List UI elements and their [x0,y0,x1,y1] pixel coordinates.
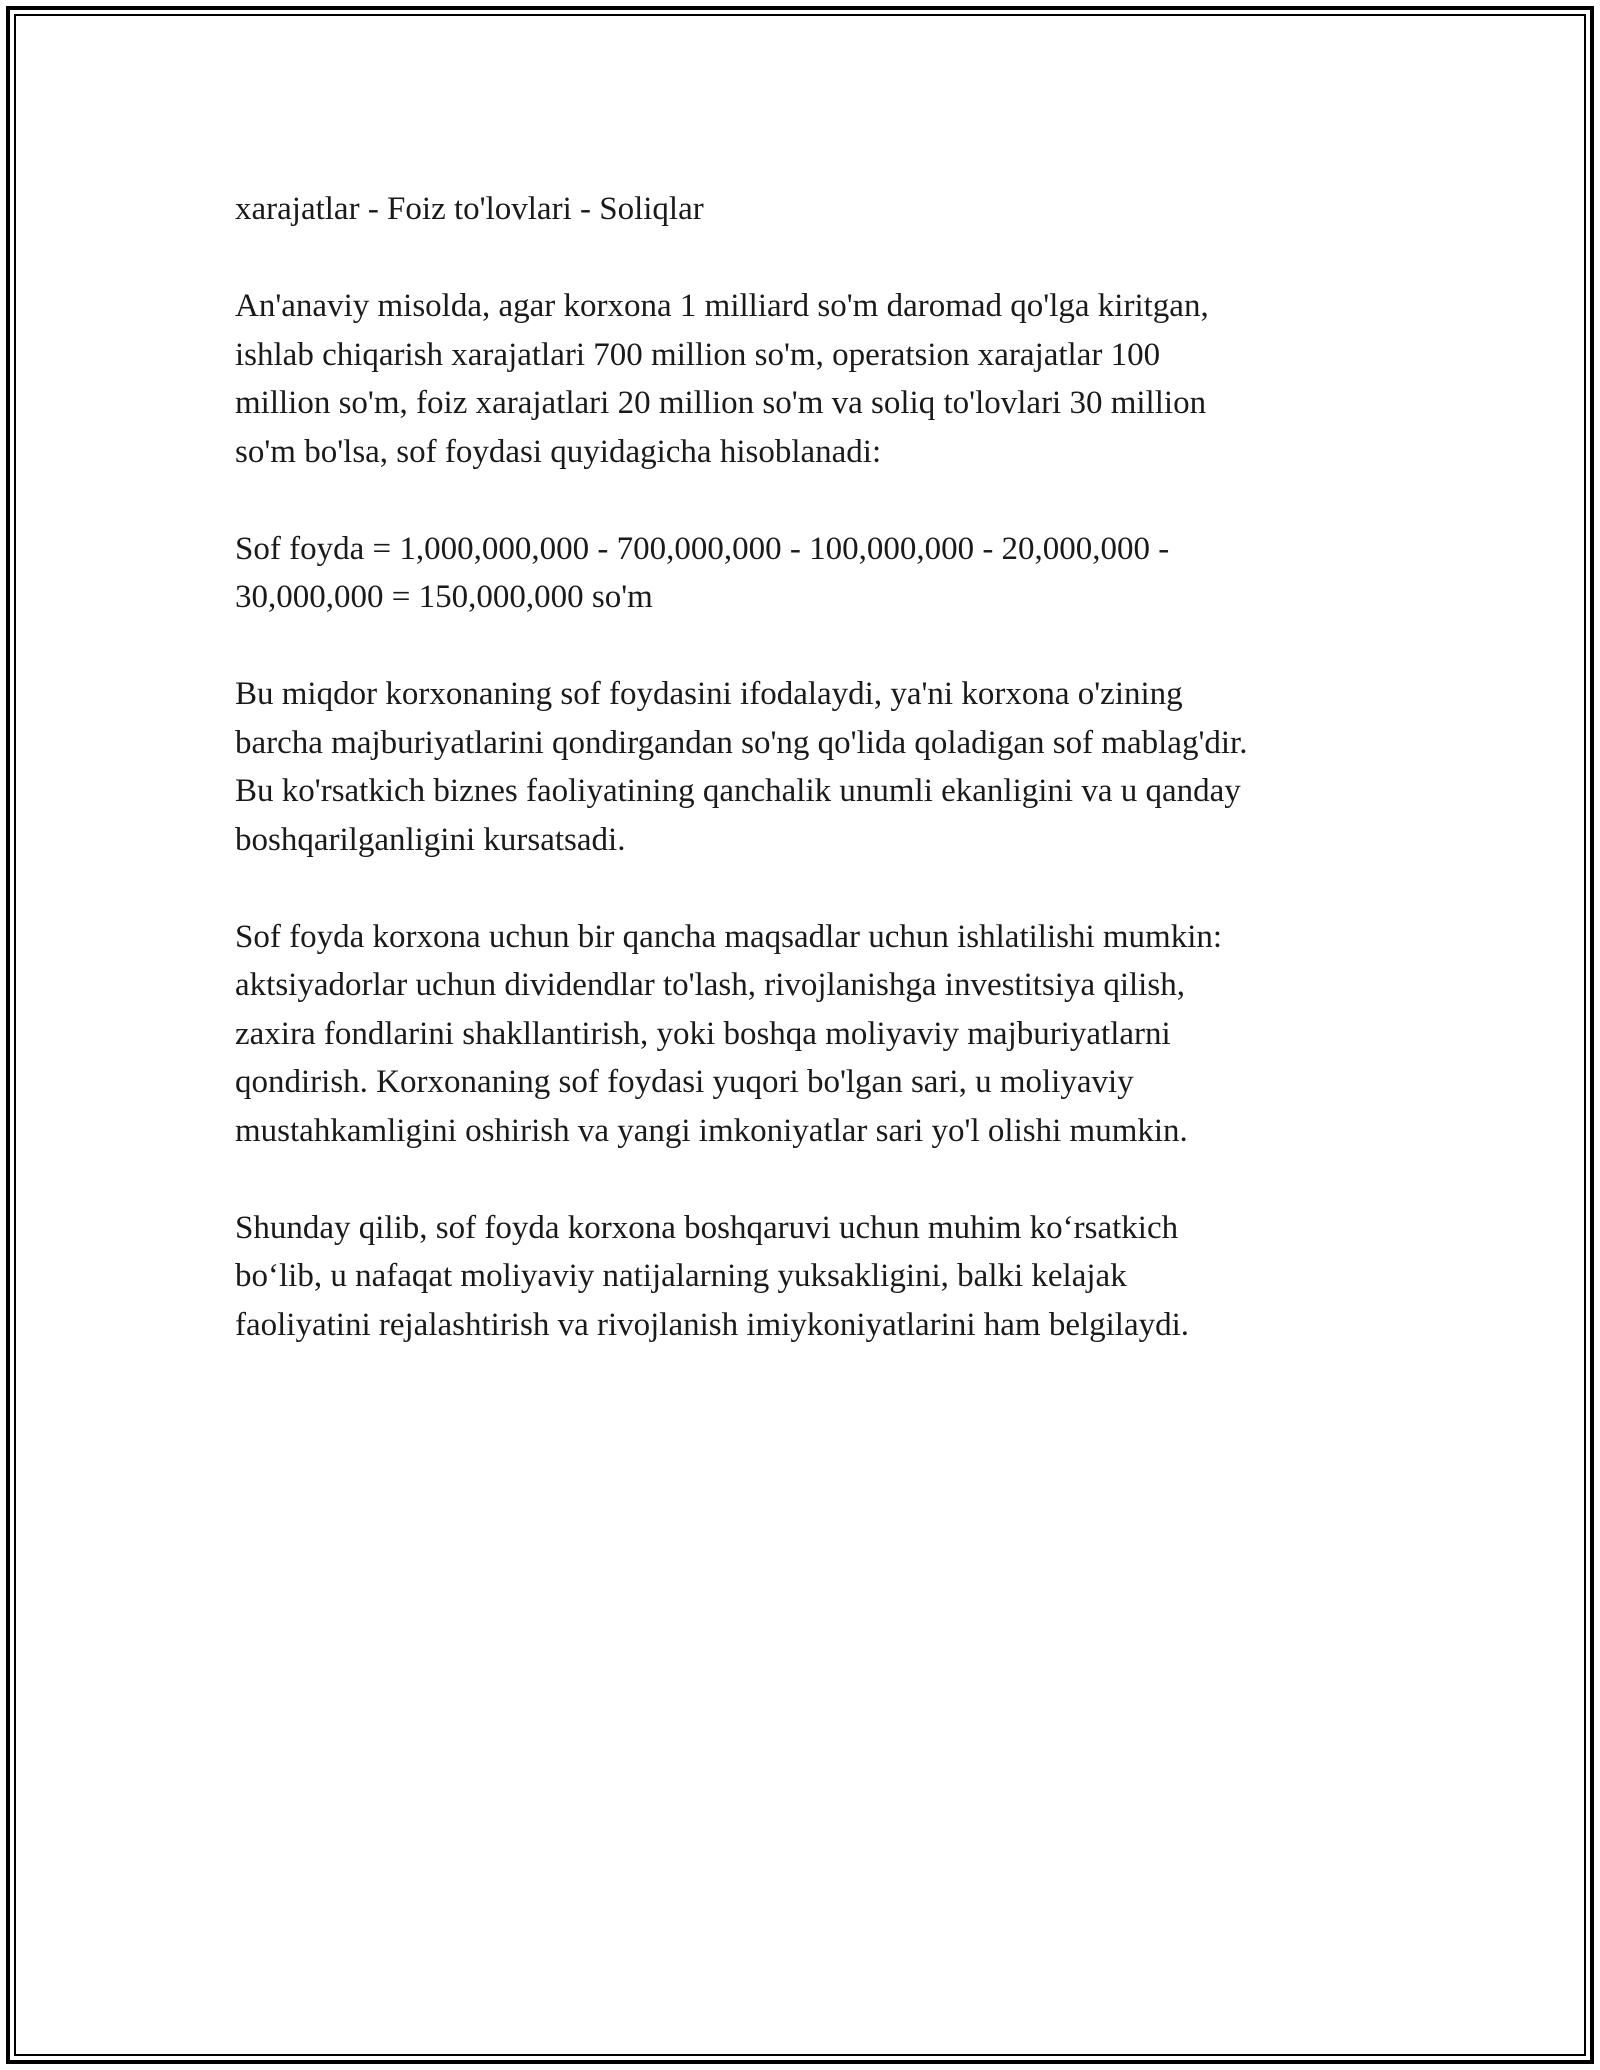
paragraph-conclusion: Shunday qilib, sof foyda korxona boshqaruvi uchun muhim ko‘rsatkich bo‘lib, u nafaqat moliyaviy natijalarning yuksakligini, balki kelajak faoliyatini rejalashtirish va rivojlanish imiykoniyatlarini ham belgilaydi. [235,1209,1190,1343]
paragraph-meaning: Bu miqdor korxonaning sof foydasini ifodalaydi, ya'ni korxona o'zining barcha majburiyatlarini qondirgandan so'ng qo'lida qoladigan sof mablag'dir. Bu ko'rsatkich biznes faoliyatining qanchalik unumli ekanligini va u qanday boshqarilganligini kursatsadi. [235,676,1248,858]
paragraph-usage: Sof foyda korxona uchun bir qancha maqsadlar uchun ishlatilishi mumkin: aktsiyadorlar uchun dividendlar to'lash, rivojlanishga investitsiya qilish, zaxira fondlarini shakllantirish, yoki boshqa moliyaviy majburiyatlarni qondirish. Korxonaning sof foydasi yuqori bo'lgan sari, u moliyaviy mustahkamligini oshirish va yangi imkoniyatlar sari yo'l olishi mumkin. [235,918,1223,1149]
paragraph-formula: Sof foyda = 1,000,000,000 - 700,000,000 - 100,000,000 - 20,000,000 - 30,000,000 = 150,000,000 so'm [235,530,1170,615]
document-body [235,185,1385,1398]
paragraph-heading-line: xarajatlar - Foiz to'lovlari - Soliqlar [235,191,704,227]
paragraph-example: An'anaviy misolda, agar korxona 1 milliard so'm daromad qo'lga kiritgan, ishlab chiqarish xarajatlari 700 million so'm, operatsion xarajatlar 100 million so'm, foiz xarajatlari 20 million so'm va soliq to'lovlari 30 million so'm bo'lsa, sof foydasi quyidagicha hisoblanadi: [235,288,1209,470]
